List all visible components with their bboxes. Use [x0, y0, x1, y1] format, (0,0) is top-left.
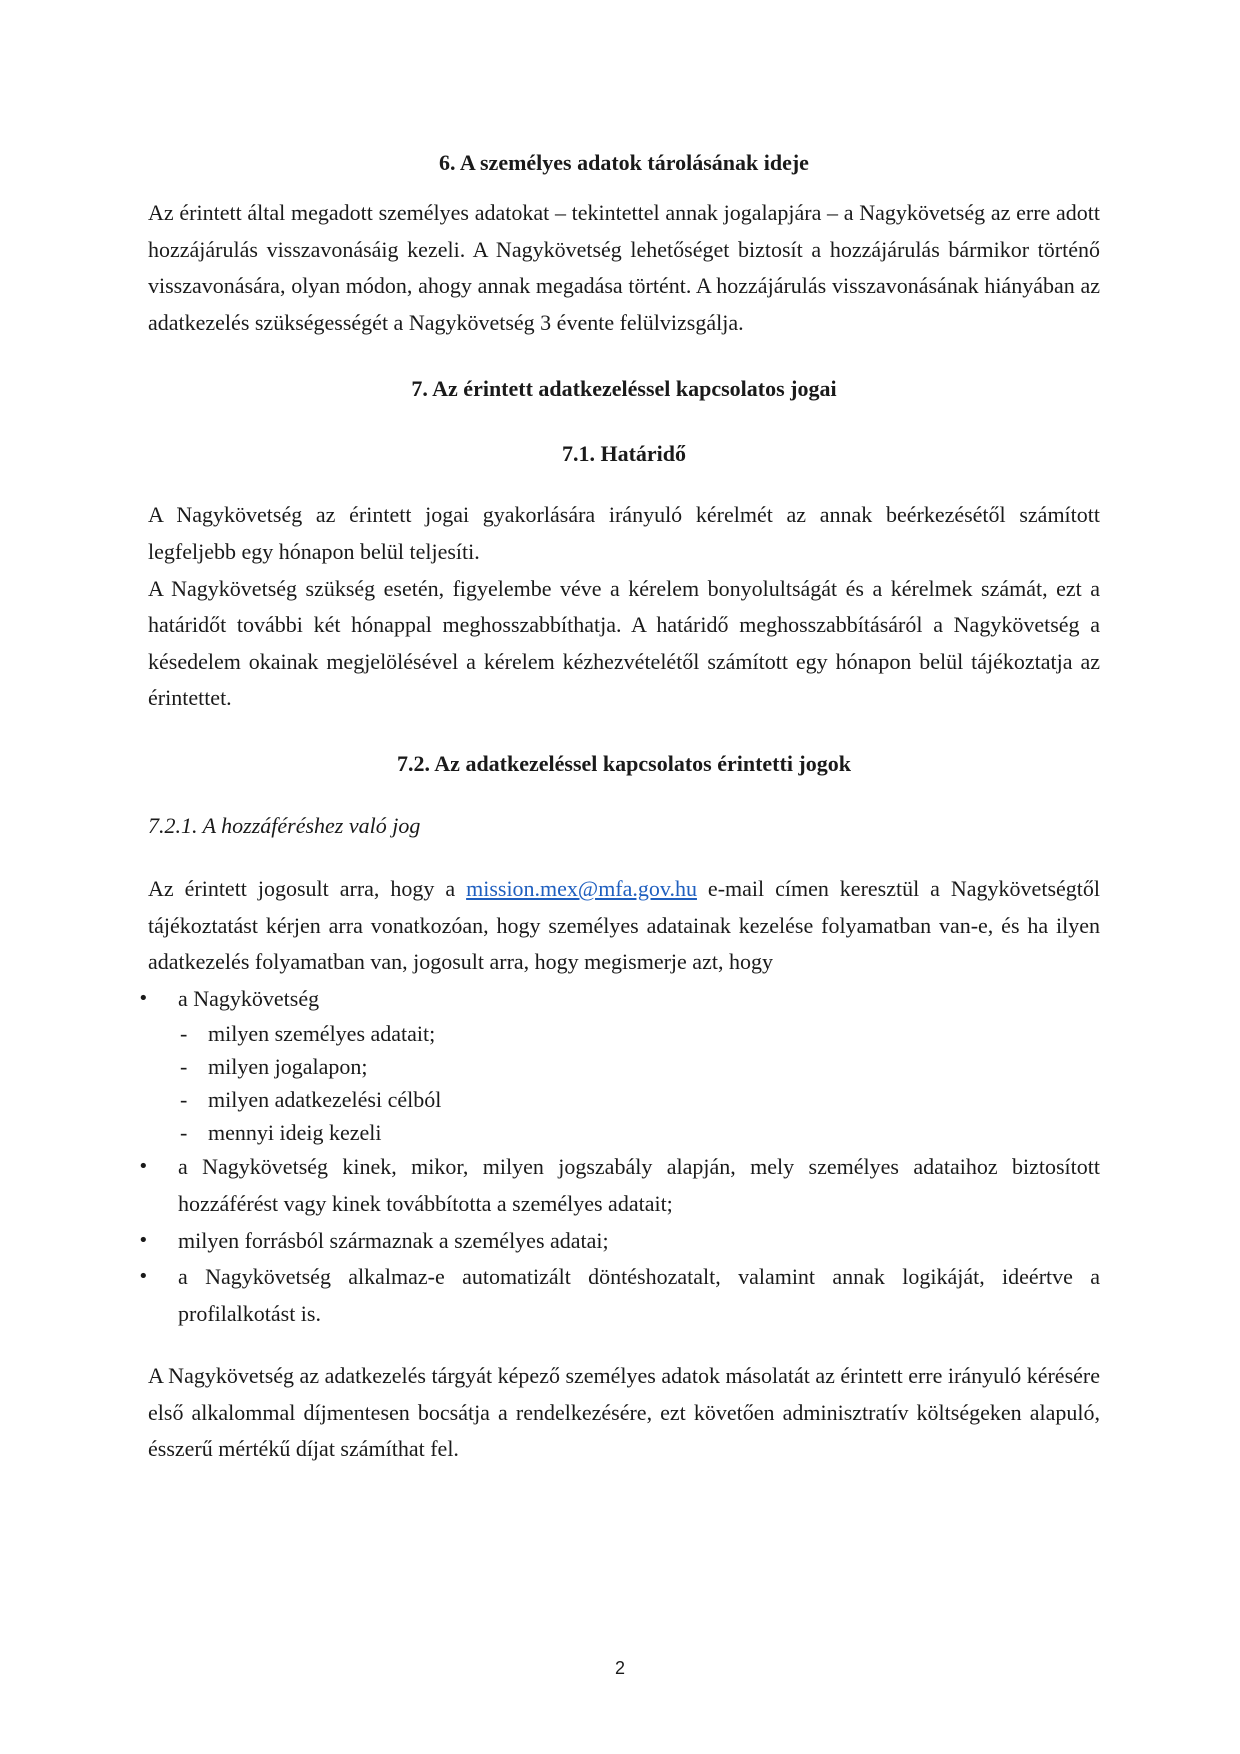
dash-icon: -: [180, 1054, 188, 1080]
sub-item-text: milyen jogalapon;: [208, 1054, 368, 1080]
sub-list-item: [180, 1083, 1100, 1116]
email-link[interactable]: mission.mex@mfa.gov.hu: [466, 875, 697, 901]
bullet-icon: •: [138, 1156, 149, 1178]
sub-item-text: milyen adatkezelési célból: [208, 1087, 442, 1113]
dash-icon: -: [180, 1021, 188, 1047]
list-item: [138, 1223, 1100, 1260]
sub-list-item: [180, 1017, 1100, 1050]
list-item: [138, 1149, 1100, 1222]
bullet-icon: •: [138, 987, 149, 1009]
access-right-intro: [148, 871, 1100, 981]
sub-item-list: [148, 1017, 1100, 1149]
bullet-1-text: a Nagykövetség: [178, 985, 320, 1011]
dash-icon: -: [180, 1120, 188, 1146]
section-7-heading: 7. Az érintett adatkezeléssel kapcsolatos jogai: [411, 376, 837, 402]
bullet-3-text: milyen forrásból származnak a személyes adatai;: [178, 1227, 609, 1253]
sub-list-item: [180, 1050, 1100, 1083]
list-item: [138, 1259, 1100, 1332]
intro-after-link: e-mail címen keresztül a Nagykövetségtől tájékoztatást kérjen arra vonatkozóan, hogy személyes adatainak kezelése folyamatban van-e, és ha ilyen adatkezelés folyamatban van, jogosult arra, hogy megismerje azt, hogy: [148, 875, 1100, 975]
section-7-1-paragraph-2: A Nagykövetség szükség esetén, figyelembe véve a kérelem bonyolultságát és a kérelmek számát, ezt a határidőt további két hónappal meghosszabbíthatja. A határidő meghosszabbításáról a Nagykövetség a késedelem okainak megjelölésével a kérelem kézhezvételétől számított egy hónapon belül tájékoztatja az érintettet.: [148, 575, 1100, 711]
list-item: [138, 981, 1100, 1018]
intro-before-link: Az érintett jogosult arra, hogy a: [148, 875, 467, 901]
bullet-2-text: a Nagykövetség kinek, mikor, milyen jogszabály alapján, mely személyes adataihoz biztosított hozzáférést vagy kinek továbbította a személyes adatait;: [178, 1154, 1100, 1216]
sub-list-item: [180, 1116, 1100, 1149]
page-number: 2: [614, 1658, 625, 1678]
bullet-4-text: a Nagykövetség alkalmaz-e automatizált döntéshozatalt, valamint annak logikáját, ideértve a profilalkotást is.: [178, 1264, 1100, 1326]
access-right-list: [138, 981, 1100, 1018]
section-7-2-heading: 7.2. Az adatkezeléssel kapcsolatos érintetti jogok: [397, 750, 851, 776]
section-7-1-paragraph-1: A Nagykövetség az érintett jogai gyakorlására irányuló kérelmét az annak beérkezésétől számított legfeljebb egy hónapon belül teljesíti.: [148, 502, 1100, 564]
dash-icon: -: [180, 1087, 188, 1113]
sub-item-text: milyen személyes adatait;: [208, 1021, 436, 1047]
section-7-2-1-heading: 7.2.1. A hozzáféréshez való jog: [148, 812, 421, 838]
section-6-heading: 6. A személyes adatok tárolásának ideje: [439, 150, 809, 175]
bullet-icon: •: [138, 1229, 149, 1251]
document-page: [138, 148, 1100, 1468]
access-right-closing: A Nagykövetség az adatkezelés tárgyát képező személyes adatok másolatát az érintett erre irányuló kérésére első alkalommal díjmentesen bocsátja a rendelkezésére, ezt követően adminisztratív költségeken alapuló, ésszerű mértékű díjat számíthat fel.: [148, 1363, 1100, 1462]
sub-item-text: mennyi ideig kezeli: [208, 1120, 382, 1146]
bullet-icon: •: [138, 1266, 149, 1288]
section-6-paragraph: Az érintett által megadott személyes adatokat – tekintettel annak jogalapjára – a Nagykövetség az erre adott hozzájárulás visszavonásáig kezeli. A Nagykövetség lehetőséget biztosít a hozzájárulás bármikor történő visszavonására, olyan módon, ahogy annak megadása történt. A hozzájárulás visszavonásának hiányában az adatkezelés szükségességét a Nagykövetség 3 évente felülvizsgálja.: [148, 200, 1100, 335]
section-7-1-heading: 7.1. Határidő: [561, 441, 687, 467]
access-right-list-continued: [138, 1149, 1100, 1332]
